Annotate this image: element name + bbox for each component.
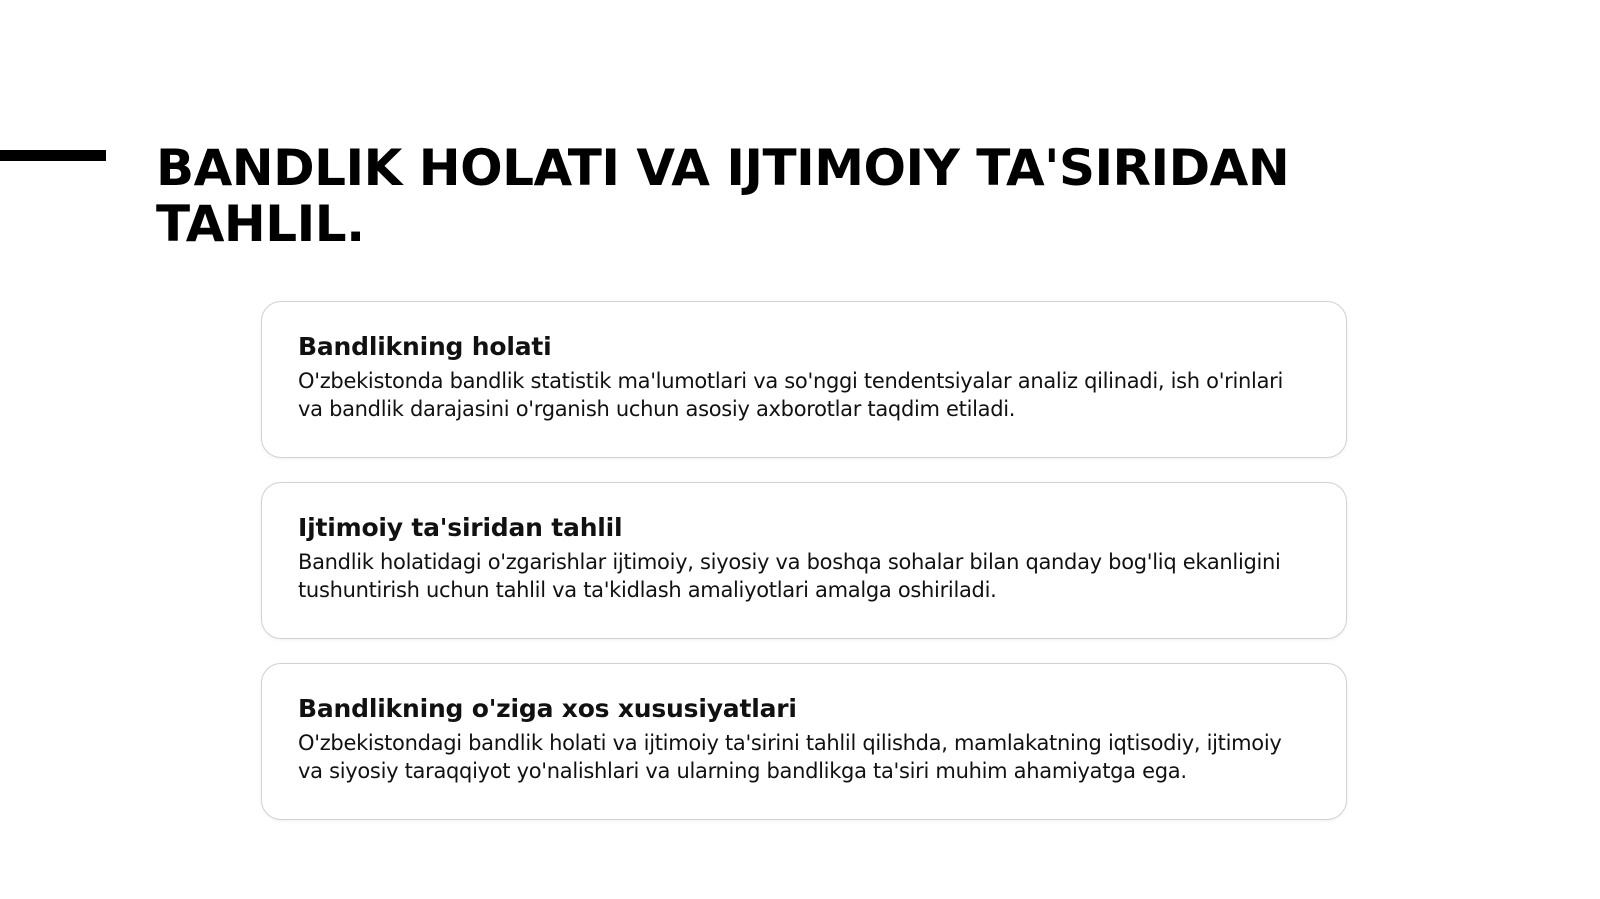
slide-title: BANDLIK HOLATI VA IJTIMOIY TA'SIRIDAN TAHLIL.: [156, 139, 1290, 253]
card-social-impact: [261, 482, 1347, 639]
card-specific-features: [261, 663, 1347, 820]
card-text: Bandlik holatidagi o'zgarishlar ijtimoiy, siyosiy va boshqa sohalar bilan qanday bog'liq ekanligini tushuntirish uchun tahlil va ta'kidlash amaliyotlari amalga oshiriladi.: [298, 550, 1281, 602]
card-text: O'zbekistonda bandlik statistik ma'lumotlari va so'nggi tendentsiyalar analiz qilinadi, ish o'rinlari va bandlik darajasini o'rganish uchun asosiy axborotlar taqdim etiladi.: [298, 369, 1284, 421]
title-accent-bar: [0, 150, 106, 161]
card-text: O'zbekistondagi bandlik holati va ijtimoiy ta'sirini tahlil qilishda, mamlakatning iqtisodiy, ijtimoiy va siyosiy taraqqiyot yo'nalishlari va ularning bandlikga ta'siri muhim ahamiyatga ega.: [298, 731, 1282, 783]
card-title: Bandlikning o'ziga xos xususiyatlari: [298, 694, 797, 723]
card-title: Ijtimoiy ta'siridan tahlil: [298, 513, 623, 542]
card-title: Bandlikning holati: [298, 332, 552, 361]
card-list: [261, 301, 1347, 844]
card-employment-status: [261, 301, 1347, 458]
